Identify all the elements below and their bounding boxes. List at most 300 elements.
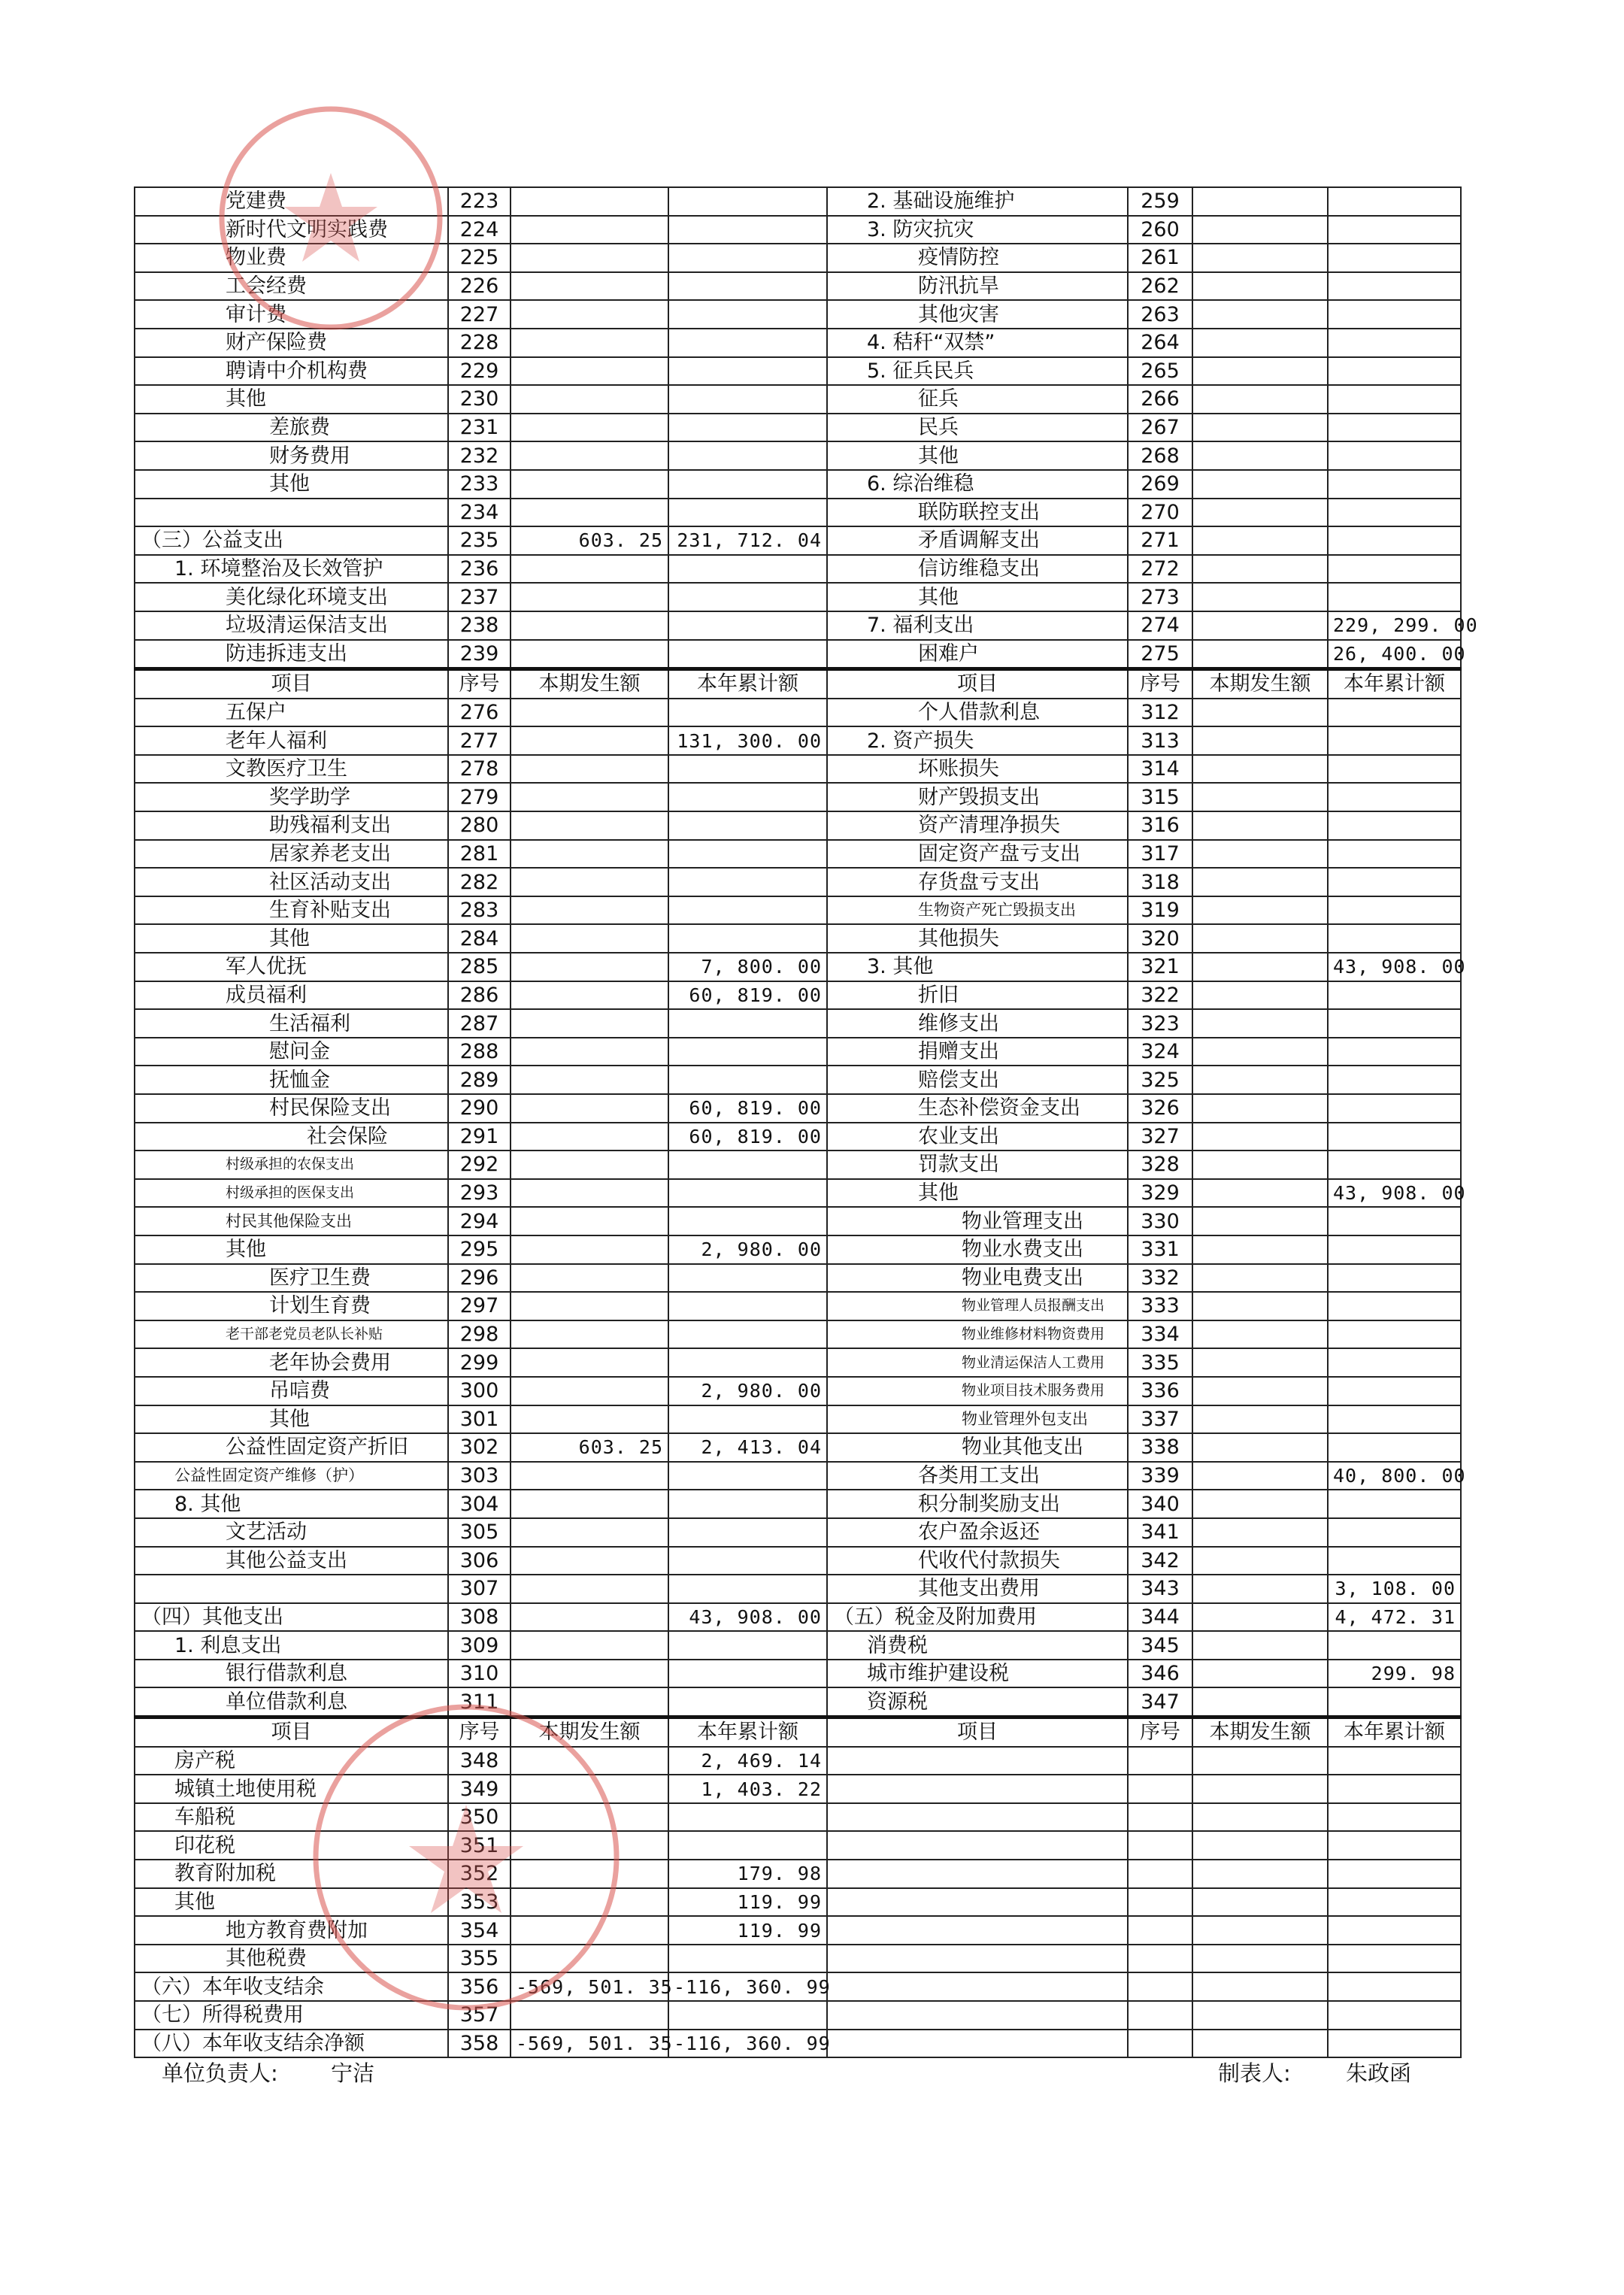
seq-right: 269 (1128, 470, 1192, 499)
ytd-amount-left (668, 1320, 827, 1349)
seq-left: 278 (448, 755, 511, 784)
seq-left: 293 (448, 1179, 511, 1208)
ytd-amount-right (1328, 1888, 1461, 1917)
item-name-left: 党建费 (135, 187, 448, 216)
ytd-amount-left: 60, 819. 00 (668, 1123, 827, 1151)
ytd-amount-left (668, 329, 827, 357)
ytd-amount-left (668, 896, 827, 925)
current-amount-left (511, 1518, 668, 1547)
current-amount-left (511, 896, 668, 925)
seq-right: 335 (1128, 1348, 1192, 1377)
current-amount-left (511, 441, 668, 470)
current-amount-right (1192, 1603, 1328, 1632)
ytd-amount-left: 7, 800. 00 (668, 953, 827, 981)
current-amount-right (1192, 187, 1328, 216)
seq-left: 236 (448, 555, 511, 584)
seq-right (1128, 1747, 1192, 1775)
current-amount-left (511, 1490, 668, 1518)
ytd-amount-right (1328, 216, 1461, 244)
item-name-right: 存货盘亏支出 (827, 868, 1128, 896)
item-name-left: 地方教育费附加 (135, 1916, 448, 1945)
item-name-left: 财产保险费 (135, 329, 448, 357)
item-name-left: 村民保险支出 (135, 1094, 448, 1123)
seq-left: 231 (448, 414, 511, 442)
item-name-left: 银行借款利息 (135, 1660, 448, 1688)
seq-left: 279 (448, 783, 511, 811)
table-row (135, 583, 1461, 611)
current-amount-right (1192, 1631, 1328, 1660)
ytd-amount-right (1328, 272, 1461, 301)
item-name-right: 民兵 (827, 414, 1128, 442)
ytd-amount-right (1328, 1235, 1461, 1264)
seq-right: 264 (1128, 329, 1192, 357)
current-amount-left (511, 1462, 668, 1490)
item-name-left: 新时代文明实践费 (135, 216, 448, 244)
current-amount-left (511, 1264, 668, 1293)
ytd-amount-left (668, 583, 827, 611)
ytd-amount-left (668, 2001, 827, 2030)
ytd-amount-right: 43, 908. 00 (1328, 953, 1461, 981)
item-name-left: 生活福利 (135, 1009, 448, 1038)
seq-left: 229 (448, 357, 511, 386)
ytd-amount-right (1328, 1405, 1461, 1434)
item-name-right: 个人借款利息 (827, 699, 1128, 727)
ytd-amount-right (1328, 896, 1461, 925)
item-name-right: （五）税金及附加费用 (827, 1603, 1128, 1632)
current-amount-left: -569, 501. 35 (511, 1972, 668, 2001)
item-name-left: 聘请中介机构费 (135, 357, 448, 386)
current-amount-left: 603. 25 (511, 1433, 668, 1462)
ytd-amount-left: 43, 908. 00 (668, 1603, 827, 1632)
seq-left: 298 (448, 1320, 511, 1349)
table-row (135, 244, 1461, 272)
item-name-right: 其他损失 (827, 924, 1128, 953)
seq-left: 284 (448, 924, 511, 953)
current-amount-left (511, 1179, 668, 1208)
current-amount-right (1192, 272, 1328, 301)
seq-right: 332 (1128, 1264, 1192, 1293)
item-name-right: 物业管理支出 (827, 1207, 1128, 1235)
current-amount-left (511, 470, 668, 499)
current-amount-right (1192, 1462, 1328, 1490)
seq-right: 266 (1128, 385, 1192, 414)
seq-right (1128, 1945, 1192, 1973)
ytd-amount-left (668, 1490, 827, 1518)
current-amount-right (1192, 1179, 1328, 1208)
current-amount-right (1192, 868, 1328, 896)
ytd-amount-left (668, 1462, 827, 1490)
column-header: 项目 (827, 669, 1128, 699)
current-amount-right (1192, 1660, 1328, 1688)
current-amount-right (1192, 329, 1328, 357)
seq-left: 299 (448, 1348, 511, 1377)
seq-right: 324 (1128, 1038, 1192, 1066)
item-name-right: 物业其他支出 (827, 1433, 1128, 1462)
item-name-left: 8. 其他 (135, 1490, 448, 1518)
ytd-amount-left (668, 1945, 827, 1973)
ytd-amount-left: 119. 99 (668, 1888, 827, 1917)
current-amount-left (511, 1320, 668, 1349)
item-name-right: 7. 福利支出 (827, 611, 1128, 640)
item-name-left: （三）公益支出 (135, 526, 448, 555)
current-amount-left (511, 244, 668, 272)
table-row (135, 1235, 1461, 1264)
seq-left: 233 (448, 470, 511, 499)
ytd-amount-left (668, 811, 827, 840)
ytd-amount-right: 4, 472. 31 (1328, 1603, 1461, 1632)
current-amount-right (1192, 1320, 1328, 1349)
seq-right: 336 (1128, 1377, 1192, 1405)
ytd-amount-left (668, 385, 827, 414)
seq-left: 237 (448, 583, 511, 611)
seq-right: 315 (1128, 783, 1192, 811)
item-name-right: 2. 资产损失 (827, 726, 1128, 755)
current-amount-right (1192, 640, 1328, 669)
column-header: 本年累计额 (1328, 1717, 1461, 1747)
item-name-left: 公益性固定资产维修（护） (135, 1462, 448, 1490)
table-row (135, 1179, 1461, 1208)
current-amount-left (511, 1803, 668, 1832)
column-header: 序号 (448, 669, 511, 699)
ytd-amount-right (1328, 2030, 1461, 2058)
seq-right: 325 (1128, 1066, 1192, 1094)
item-name-right: 代收代付款损失 (827, 1547, 1128, 1575)
item-name-right: 其他 (827, 583, 1128, 611)
current-amount-right (1192, 1687, 1328, 1717)
ytd-amount-left (668, 1631, 827, 1660)
current-amount-right (1192, 1348, 1328, 1377)
current-amount-left (511, 1916, 668, 1945)
item-name-right: 物业管理人员报酬支出 (827, 1292, 1128, 1320)
leader-name: 宁洁 (331, 2060, 375, 2086)
item-name-left (135, 1575, 448, 1603)
ytd-amount-left: 60, 819. 00 (668, 981, 827, 1010)
item-name-left: 审计费 (135, 300, 448, 329)
column-header: 序号 (1128, 669, 1192, 699)
item-name-right: 其他 (827, 441, 1128, 470)
preparer-label: 制表人: (1218, 2060, 1291, 2086)
ytd-amount-left (668, 1038, 827, 1066)
current-amount-left (511, 583, 668, 611)
item-name-right: 矛盾调解支出 (827, 526, 1128, 555)
seq-left: 281 (448, 840, 511, 869)
current-amount-right (1192, 611, 1328, 640)
seq-right: 262 (1128, 272, 1192, 301)
item-name-left: 村级承担的医保支出 (135, 1179, 448, 1208)
table-row (135, 300, 1461, 329)
item-name-left: 村民其他保险支出 (135, 1207, 448, 1235)
item-name-left: 印花税 (135, 1831, 448, 1860)
seq-right: 347 (1128, 1687, 1192, 1717)
item-name-left: 老干部老党员老队长补贴 (135, 1320, 448, 1349)
current-amount-left (511, 1575, 668, 1603)
ytd-amount-right (1328, 1547, 1461, 1575)
current-amount-right (1192, 1831, 1328, 1860)
table-row (135, 640, 1461, 669)
seq-right: 270 (1128, 499, 1192, 527)
current-amount-left (511, 555, 668, 584)
table-row (135, 357, 1461, 386)
table-row (135, 726, 1461, 755)
table-row (135, 1320, 1461, 1349)
current-amount-right (1192, 244, 1328, 272)
ytd-amount-left: 2, 413. 04 (668, 1433, 827, 1462)
ytd-amount-right (1328, 1038, 1461, 1066)
item-name-right: 困难户 (827, 640, 1128, 669)
income-expense-table (134, 186, 1478, 2058)
current-amount-right (1192, 1803, 1328, 1832)
item-name-right: 其他 (827, 1179, 1128, 1208)
table-row (135, 1888, 1461, 1917)
current-amount-right (1192, 2030, 1328, 2058)
ytd-amount-left (668, 1207, 827, 1235)
current-amount-right (1192, 300, 1328, 329)
ytd-amount-left (668, 1660, 827, 1688)
item-name-left: 车船税 (135, 1803, 448, 1832)
current-amount-right (1192, 216, 1328, 244)
seq-left: 286 (448, 981, 511, 1010)
seq-right: 345 (1128, 1631, 1192, 1660)
table-row (135, 1575, 1461, 1603)
current-amount-right (1192, 699, 1328, 727)
seq-left: 225 (448, 244, 511, 272)
table-row (135, 1631, 1461, 1660)
item-name-left: 抚恤金 (135, 1066, 448, 1094)
column-header: 序号 (448, 1717, 511, 1747)
ytd-amount-left (668, 1292, 827, 1320)
seq-right: 323 (1128, 1009, 1192, 1038)
item-name-right: 各类用工支出 (827, 1462, 1128, 1490)
ytd-amount-right (1328, 385, 1461, 414)
current-amount-left (511, 2001, 668, 2030)
seq-left: 311 (448, 1687, 511, 1717)
table-row (135, 896, 1461, 925)
table-row (135, 1518, 1461, 1547)
current-amount-right (1192, 924, 1328, 953)
current-amount-left (511, 1207, 668, 1235)
table-row (135, 868, 1461, 896)
ytd-amount-left: 1, 403. 22 (668, 1775, 827, 1803)
current-amount-right (1192, 526, 1328, 555)
current-amount-left (511, 1775, 668, 1803)
current-amount-left: 603. 25 (511, 526, 668, 555)
column-header: 项目 (827, 1717, 1128, 1747)
seq-right: 261 (1128, 244, 1192, 272)
ytd-amount-right (1328, 1151, 1461, 1179)
seq-left: 235 (448, 526, 511, 555)
item-name-right: 生态补偿资金支出 (827, 1094, 1128, 1123)
table-row (135, 611, 1461, 640)
ytd-amount-left (668, 187, 827, 216)
seq-right: 319 (1128, 896, 1192, 925)
current-amount-right (1192, 1888, 1328, 1917)
current-amount-left (511, 981, 668, 1010)
ytd-amount-left (668, 640, 827, 669)
seq-left: 295 (448, 1235, 511, 1264)
seq-right: 320 (1128, 924, 1192, 953)
current-amount-right (1192, 1945, 1328, 1973)
seq-right (1128, 1888, 1192, 1917)
item-name-right: 生物资产死亡毁损支出 (827, 896, 1128, 925)
seq-left: 282 (448, 868, 511, 896)
ytd-amount-right (1328, 244, 1461, 272)
current-amount-left (511, 611, 668, 640)
table-row (135, 1207, 1461, 1235)
item-name-left: 其他 (135, 1888, 448, 1917)
ytd-amount-right: 43, 908. 00 (1328, 1179, 1461, 1208)
ytd-amount-right (1328, 868, 1461, 896)
current-amount-left (511, 1860, 668, 1888)
current-amount-left (511, 1151, 668, 1179)
seq-right: 265 (1128, 357, 1192, 386)
item-name-left: 医疗卫生费 (135, 1264, 448, 1293)
table-body (135, 187, 1478, 2057)
column-header: 项目 (135, 669, 448, 699)
seq-right (1128, 1860, 1192, 1888)
item-name-right: 城市维护建设税 (827, 1660, 1128, 1688)
current-amount-left (511, 868, 668, 896)
current-amount-right (1192, 1207, 1328, 1235)
table-row (135, 187, 1461, 216)
seq-right: 316 (1128, 811, 1192, 840)
item-name-left: （四）其他支出 (135, 1603, 448, 1632)
current-amount-right (1192, 1916, 1328, 1945)
ytd-amount-right (1328, 699, 1461, 727)
table-row (135, 1151, 1461, 1179)
current-amount-left (511, 1405, 668, 1434)
seq-right: 275 (1128, 640, 1192, 669)
item-name-left: 教育附加税 (135, 1860, 448, 1888)
seq-right: 317 (1128, 840, 1192, 869)
current-amount-left (511, 1094, 668, 1123)
current-amount-left (511, 924, 668, 953)
current-amount-right (1192, 1235, 1328, 1264)
ytd-amount-left (668, 1518, 827, 1547)
item-name-left: 成员福利 (135, 981, 448, 1010)
table-row (135, 1348, 1461, 1377)
current-amount-left (511, 499, 668, 527)
ytd-amount-left: 2, 980. 00 (668, 1235, 827, 1264)
ytd-amount-left (668, 1066, 827, 1094)
current-amount-left (511, 783, 668, 811)
seq-left: 239 (448, 640, 511, 669)
seq-left: 289 (448, 1066, 511, 1094)
preparer-name: 朱政函 (1346, 2060, 1412, 2086)
table-row (135, 1747, 1461, 1775)
current-amount-right (1192, 1292, 1328, 1320)
table-header-row (135, 1717, 1461, 1747)
ytd-amount-left (668, 1547, 827, 1575)
ytd-amount-left (668, 611, 827, 640)
current-amount-left (511, 187, 668, 216)
ytd-amount-left (668, 414, 827, 442)
seq-right: 272 (1128, 555, 1192, 584)
ytd-amount-left (668, 1348, 827, 1377)
table-row (135, 1009, 1461, 1038)
ytd-amount-right (1328, 1292, 1461, 1320)
ytd-amount-left (668, 755, 827, 784)
ytd-amount-right (1328, 1860, 1461, 1888)
ytd-amount-right (1328, 1831, 1461, 1860)
seq-right: 346 (1128, 1660, 1192, 1688)
ytd-amount-right (1328, 924, 1461, 953)
column-header: 本年累计额 (668, 669, 827, 699)
ytd-amount-right (1328, 1747, 1461, 1775)
current-amount-right (1192, 555, 1328, 584)
current-amount-right (1192, 1547, 1328, 1575)
table-row (135, 1377, 1461, 1405)
seq-right: 271 (1128, 526, 1192, 555)
item-name-left: 五保户 (135, 699, 448, 727)
current-amount-right (1192, 1490, 1328, 1518)
ytd-amount-right (1328, 1775, 1461, 1803)
item-name-right: 2. 基础设施维护 (827, 187, 1128, 216)
item-name-right (827, 1831, 1128, 1860)
table-row (135, 1916, 1461, 1945)
seq-right: 339 (1128, 1462, 1192, 1490)
seq-right: 331 (1128, 1235, 1192, 1264)
item-name-right: 4. 秸秆“双禁” (827, 329, 1128, 357)
ytd-amount-left (668, 1264, 827, 1293)
ytd-amount-right: 40, 800. 00 (1328, 1462, 1461, 1490)
seq-right: 259 (1128, 187, 1192, 216)
seq-left: 283 (448, 896, 511, 925)
current-amount-left (511, 726, 668, 755)
ytd-amount-right (1328, 470, 1461, 499)
item-name-right (827, 2001, 1128, 2030)
item-name-left: 生育补贴支出 (135, 896, 448, 925)
current-amount-left (511, 414, 668, 442)
seq-right: 342 (1128, 1547, 1192, 1575)
seq-left: 230 (448, 385, 511, 414)
item-name-left (135, 499, 448, 527)
item-name-right: 维修支出 (827, 1009, 1128, 1038)
current-amount-right (1192, 414, 1328, 442)
ytd-amount-left: 60, 819. 00 (668, 1094, 827, 1123)
current-amount-left (511, 640, 668, 669)
current-amount-left (511, 755, 668, 784)
seq-right (1128, 2001, 1192, 2030)
seq-left: 352 (448, 1860, 511, 1888)
current-amount-left (511, 1547, 668, 1575)
seq-left: 356 (448, 1972, 511, 2001)
ytd-amount-left (668, 840, 827, 869)
current-amount-left (511, 1888, 668, 1917)
ytd-amount-right (1328, 1348, 1461, 1377)
column-header: 本年累计额 (1328, 669, 1461, 699)
seq-left: 348 (448, 1747, 511, 1775)
item-name-right: 物业项目技术服务费用 (827, 1377, 1128, 1405)
current-amount-left (511, 1747, 668, 1775)
item-name-left: 1. 环境整治及长效管护 (135, 555, 448, 584)
ytd-amount-left (668, 1575, 827, 1603)
seq-left: 354 (448, 1916, 511, 1945)
seq-left: 351 (448, 1831, 511, 1860)
ytd-amount-right (1328, 1518, 1461, 1547)
ytd-amount-left: -116, 360. 99 (668, 2030, 827, 2058)
seq-right: 326 (1128, 1094, 1192, 1123)
ytd-amount-left: 131, 300. 00 (668, 726, 827, 755)
ytd-amount-left (668, 244, 827, 272)
seq-right (1128, 1972, 1192, 2001)
current-amount-left (511, 1945, 668, 1973)
table-row (135, 755, 1461, 784)
seq-right: 328 (1128, 1151, 1192, 1179)
current-amount-left (511, 840, 668, 869)
seq-left: 291 (448, 1123, 511, 1151)
table-row (135, 414, 1461, 442)
ytd-amount-left: 179. 98 (668, 1860, 827, 1888)
